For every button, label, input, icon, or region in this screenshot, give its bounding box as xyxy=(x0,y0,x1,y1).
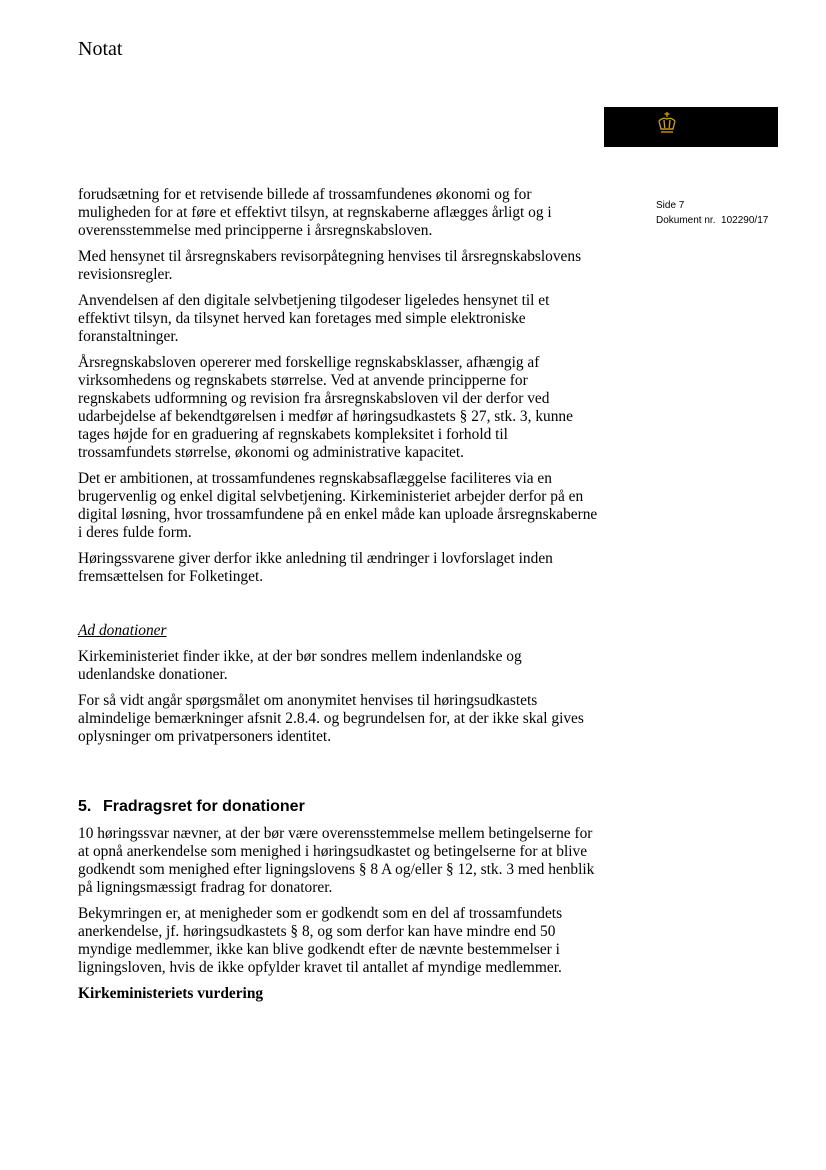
crown-icon xyxy=(655,111,679,135)
paragraph: Det er ambitionen, at trossamfundenes regnskabsaflæggelse faciliteres via en brugervenlig og enkel digital selvbetjening. Kirkeministeriet arbejder derfor på en digital løsning, hvor trossamfundene på en enkel måde kan uploade årsregnskaberne i deres fulde form. xyxy=(78,470,598,541)
subheading-donations: Ad donationer xyxy=(78,622,167,639)
document-number-label: Dokument nr. xyxy=(656,215,716,226)
paragraph: Bekymringen er, at menigheder som er godkendt som en del af trossamfundets anerkendelse, jf. høringsudkastets § 8, og som derfor kan have mindre end 50 myndige medlemmer, ikke kan blive godkendt efter de nævnte bestemmelser i ligningsloven, hvis de ikke opfylder kravet til antallet af myndige medlemmer. xyxy=(78,905,563,976)
paragraph: Høringssvarene giver derfor ikke anledning til ændringer i lovforslaget inden fremsættelsen for Folketinget. xyxy=(78,550,553,585)
paragraph: For så vidt angår spørgsmålet om anonymitet henvises til høringsudkastets almindelige bemærkninger afsnit 2.8.4. og begrundelsen for, at der ikke skal gives oplysninger om privatpersoners identitet. xyxy=(78,692,584,745)
page-number: Side 7 xyxy=(656,200,685,211)
document-body xyxy=(78,186,600,1011)
document-title: Notat xyxy=(78,38,123,60)
paragraph: 10 høringssvar nævner, at der bør være overensstemmelse mellem betingelserne for at opnå anerkendelse som menighed i høringsudkastet og betingelserne for at blive godkendt som menighed efter ligningslovens § 8 A og/eller § 12, stk. 3 med henblik på ligningsmæssigt fradrag for donatorer. xyxy=(78,825,595,896)
paragraph: Kirkeministeriet finder ikke, at der bør sondres mellem indenlandske og udenlandske donationer. xyxy=(78,648,522,683)
paragraph: Anvendelsen af den digitale selvbetjening tilgodeser ligeledes hensynet til et effektivt tilsyn, da tilsynet herved kan foretages med simple elektroniske foranstaltninger. xyxy=(78,292,550,345)
document-number: 102290/17 xyxy=(721,215,769,226)
assessment-heading: Kirkeministeriets vurdering xyxy=(78,985,264,1002)
section-title: Fradragsret for donationer xyxy=(103,798,305,815)
paragraph: forudsætning for et retvisende billede af trossamfundenes økonomi og for muligheden for at føre et effektivt tilsyn, at regnskaberne aflægges årligt og i overensstemmelse med principperne i årsregnskabsloven. xyxy=(78,186,552,239)
document-meta xyxy=(656,198,768,228)
document-number-line xyxy=(656,213,768,228)
paragraph: Med hensynet til årsregnskabers revisorpåtegning henvises til årsregnskabslovens revisionsregler. xyxy=(78,248,582,283)
section-number: 5. xyxy=(78,798,92,815)
crest-bar xyxy=(604,107,778,147)
paragraph: Årsregnskabsloven opererer med forskellige regnskabsklasser, afhængig af virksomhedens og regnskabets størrelse. Ved at anvende principperne for regnskabets udformning og revision fra årsregnskabsloven vil der derfor ved udarbejdelse af bekendtgørelsen i medfør af høringsudkastets § 27, stk. 3, kunne tages højde for en graduering af regnskabets kompleksitet i forhold til trossamfundets størrelse, økonomi og administrative kapacitet. xyxy=(78,354,573,461)
section-heading xyxy=(78,798,600,816)
